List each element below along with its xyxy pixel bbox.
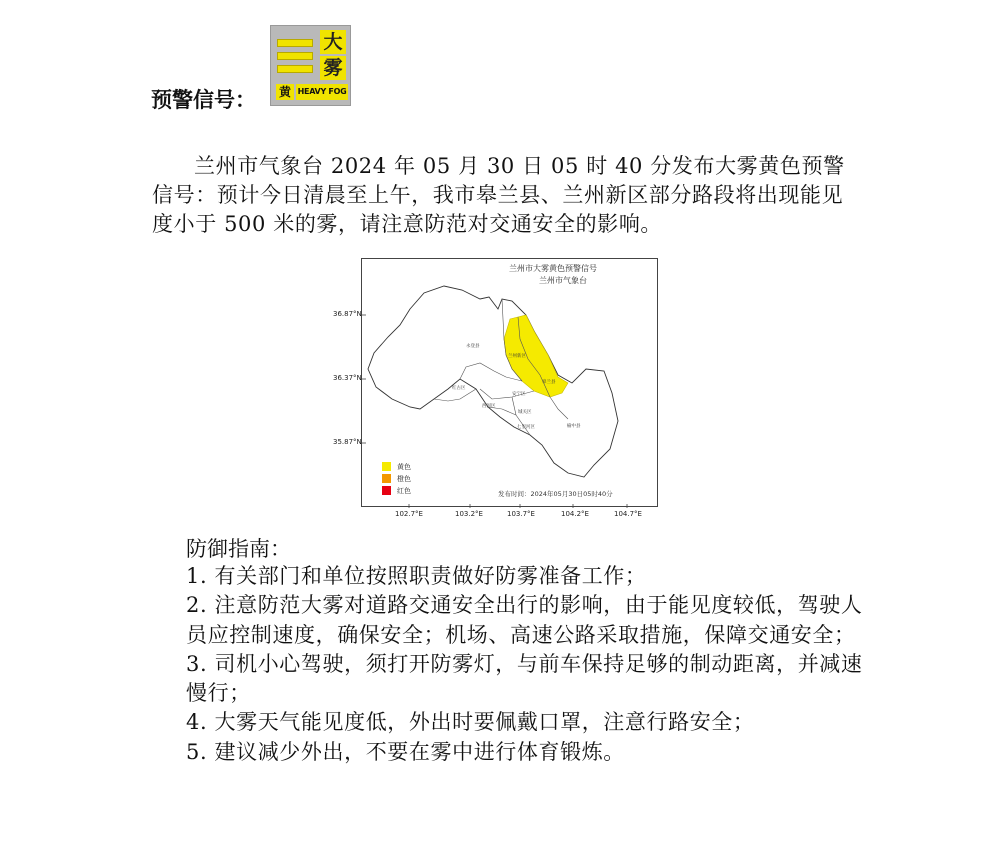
lon-tick-label: 102.7°E xyxy=(395,510,423,518)
lat-tick-label: 36.37°N xyxy=(333,374,362,382)
badge-english: HEAVY FOG xyxy=(296,84,348,100)
signal-label: 预警信号： xyxy=(151,88,256,112)
lanzhou-boundary xyxy=(368,286,618,477)
county-label: 安宁区 xyxy=(512,392,526,397)
lat-tick-label: 36.87°N xyxy=(333,310,362,318)
county-label: 红古区 xyxy=(452,386,466,391)
warning-notice: 兰州市气象台 2024 年 05 月 30 日 05 时 40 分发布大雾黄色预警信号：预计今日清晨至上午，我市皋兰县、兰州新区部分路段将出现能见度小于 500 米的雾，请注意防范对交通安全的影响。 xyxy=(152,154,845,236)
guide-item: 5. 建议减少外出，不要在雾中进行体育锻炼。 xyxy=(186,739,625,764)
lon-tick-label: 104.2°E xyxy=(561,510,589,518)
legend-swatch-yellow xyxy=(382,462,391,471)
badge-char-da: 大 xyxy=(320,30,346,54)
lon-tick-label: 103.2°E xyxy=(455,510,483,518)
county-label: 城关区 xyxy=(518,410,532,415)
guide-item: 3. 司机小心驾驶，须打开防雾灯，与前车保持足够的制动距离，并减速慢行； xyxy=(186,651,863,706)
guide-title: 防御指南： xyxy=(186,537,291,561)
warning-map xyxy=(361,258,658,507)
map-title: 兰州市大雾黄色预警信号 xyxy=(509,264,597,273)
guide-item: 2. 注意防范大雾对道路交通安全出行的影响，由于能见度较低，驾驶人员应控制速度，确保安全；机场、高速公路采取措施，保障交通安全； xyxy=(186,593,863,647)
county-label: 榆中县 xyxy=(567,424,581,429)
heavy-fog-yellow-signal-icon xyxy=(270,25,351,106)
signal-bar xyxy=(277,39,313,47)
lat-tick-label: 35.87°N xyxy=(333,438,362,446)
lon-tick-label: 104.7°E xyxy=(614,510,642,518)
legend-label-red: 红色 xyxy=(397,487,411,495)
signal-bar xyxy=(277,52,313,60)
county-label: 七里河区 xyxy=(517,425,535,430)
county-label: 永登县 xyxy=(466,344,480,349)
county-label: 皋兰县 xyxy=(542,380,556,385)
issue-time: 发布时间：2024年05月30日05时40分 xyxy=(498,490,613,498)
county-label: 西固区 xyxy=(482,404,496,409)
legend-swatch-orange xyxy=(382,474,391,483)
legend-swatch-red xyxy=(382,486,391,495)
guide-item: 1. 有关部门和单位按照职责做好防雾准备工作； xyxy=(186,564,647,588)
guide-item: 4. 大雾天气能见度低，外出时要佩戴口罩，注意行路安全； xyxy=(186,710,755,735)
badge-char-wu: 雾 xyxy=(320,56,346,80)
lon-tick-label: 103.7°E xyxy=(507,510,535,518)
map-subtitle: 兰州市气象台 xyxy=(539,276,587,285)
legend-label-orange: 橙色 xyxy=(397,475,411,483)
badge-color-char: 黄 xyxy=(276,84,294,100)
signal-bar xyxy=(277,65,313,73)
legend-label-yellow: 黄色 xyxy=(397,463,411,471)
county-label: 兰州新区 xyxy=(508,354,526,359)
guide-list xyxy=(186,562,866,767)
